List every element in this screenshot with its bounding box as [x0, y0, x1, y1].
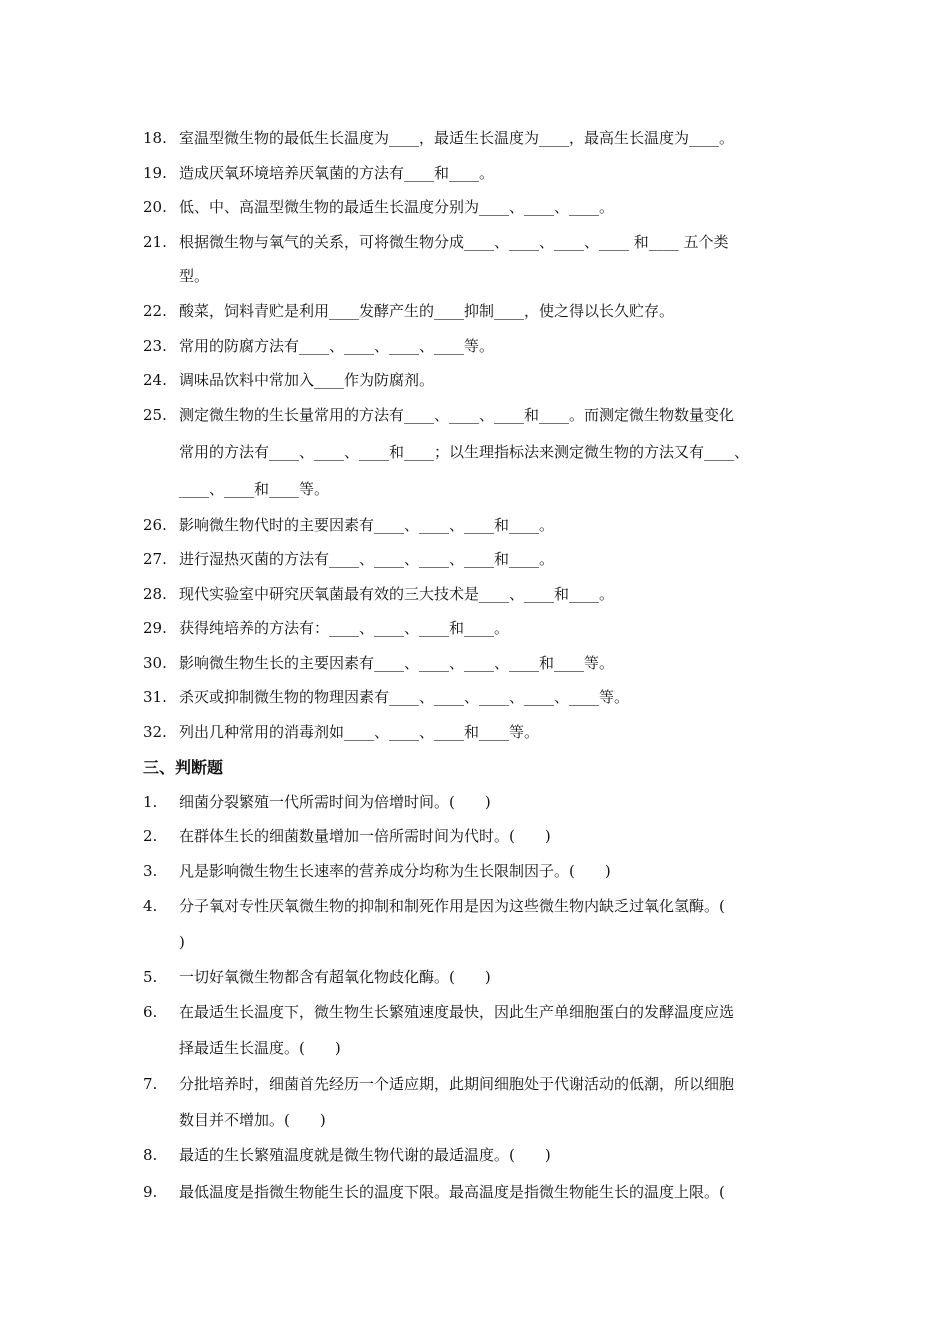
question-text: 最低温度是指微生物能生长的温度下限。最高温度是指微生物能生长的温度上限。( — [179, 1183, 725, 1201]
question-text: 进行湿热灭菌的方法有____、____、____、____和____。 — [179, 550, 555, 568]
question-text: 影响微生物生长的主要因素有____、____、____、____和____等。 — [179, 654, 615, 672]
question-text: 在群体生长的细菌数量增加一倍所需时间为代时。( ) — [179, 827, 551, 845]
question-text: 分子氧对专性厌氧微生物的抑制和制死作用是因为这些微生物内缺乏过氧化氢酶。( — [179, 897, 725, 915]
judge-6: 6. 在最适生长温度下，微生物生长繁殖速度最快，因此生产单细胞蛋白的发酵温度应选 — [143, 1003, 735, 1021]
question-22: 22. 酸菜，饲料青贮是利用____发酵产生的____抑制____，使之得以长久贮存。 — [143, 302, 675, 320]
question-19: 19. 造成厌氧环境培养厌氧菌的方法有____和____。 — [143, 164, 495, 182]
question-23: 23. 常用的防腐方法有____、____、____、____等。 — [143, 337, 495, 355]
question-text: 常用的防腐方法有____、____、____、____等。 — [179, 337, 495, 355]
judge-3: 3. 凡是影响微生物生长速率的营养成分均称为生长限制因子。( ) — [143, 862, 611, 880]
judge-7: 7. 分批培养时，细菌首先经历一个适应期，此期间细胞处于代谢活动的低潮，所以细胞 — [143, 1075, 735, 1093]
question-25-continued: 常用的方法有____、____、____和____；以生理指标法来测定微生物的方法又有____、 — [179, 443, 750, 461]
judge-5: 5. 一切好氧微生物都含有超氧化物歧化酶。( ) — [143, 968, 491, 986]
question-25: 25. 测定微生物的生长量常用的方法有____、____、____和____。而测定微生物数量变化 — [143, 406, 735, 424]
question-text: 最适的生长繁殖温度就是微生物代谢的最适温度。( ) — [179, 1146, 551, 1164]
judge-4: 4. 分子氧对专性厌氧微生物的抑制和制死作用是因为这些微生物内缺乏过氧化氢酶。( — [143, 897, 725, 915]
question-text: 一切好氧微生物都含有超氧化物歧化酶。( ) — [179, 968, 491, 986]
question-text: 细菌分裂繁殖一代所需时间为倍增时间。( ) — [179, 793, 491, 811]
question-25-continued: ____、____和____等。 — [179, 480, 330, 498]
question-21: 21. 根据微生物与氧气的关系，可将微生物分成____、____、____、____ 和____ 五个类 — [143, 233, 729, 251]
judge-8: 8. 最适的生长繁殖温度就是微生物代谢的最适温度。( ) — [143, 1146, 551, 1164]
section-heading: 三、判断题 — [143, 758, 224, 777]
question-text: 凡是影响微生物生长速率的营养成分均称为生长限制因子。( ) — [179, 862, 611, 880]
question-text: 根据微生物与氧气的关系，可将微生物分成____、____、____、____ 和____ 五个类 — [179, 233, 729, 251]
question-27: 27. 进行湿热灭菌的方法有____、____、____、____和____。 — [143, 550, 555, 568]
question-text: 调味品饮料中常加入____作为防腐剂。 — [179, 371, 435, 389]
question-28: 28. 现代实验室中研究厌氧菌最有效的三大技术是____、____和____。 — [143, 585, 615, 603]
question-text: 低、中、高温型微生物的最适生长温度分别为____、____、____。 — [179, 198, 615, 216]
question-text: 测定微生物的生长量常用的方法有____、____、____和____。而测定微生物数量变化 — [179, 406, 735, 424]
judge-6-continued: 择最适生长温度。( ) — [179, 1039, 341, 1057]
question-text: 影响微生物代时的主要因素有____、____、____和____。 — [179, 516, 555, 534]
question-text: 分批培养时，细菌首先经历一个适应期，此期间细胞处于代谢活动的低潮，所以细胞 — [179, 1075, 735, 1093]
question-18: 18. 室温型微生物的最低生长温度为____，最适生长温度为____，最高生长温度为____。 — [143, 129, 735, 147]
question-text: 杀灭或抑制微生物的物理因素有____、____、____、____、____等。 — [179, 688, 630, 706]
question-text: 现代实验室中研究厌氧菌最有效的三大技术是____、____和____。 — [179, 585, 615, 603]
question-text: 造成厌氧环境培养厌氧菌的方法有____和____。 — [179, 164, 495, 182]
question-text: 在最适生长温度下，微生物生长繁殖速度最快，因此生产单细胞蛋白的发酵温度应选 — [179, 1003, 735, 1021]
question-31: 31. 杀灭或抑制微生物的物理因素有____、____、____、____、____等。 — [143, 688, 630, 706]
question-text: 获得纯培养的方法有：____、____、____和____。 — [179, 619, 510, 637]
judge-2: 2. 在群体生长的细菌数量增加一倍所需时间为代时。( ) — [143, 827, 551, 845]
question-29: 29. 获得纯培养的方法有：____、____、____和____。 — [143, 619, 510, 637]
judge-7-continued: 数目并不增加。( ) — [179, 1111, 326, 1129]
question-text: 列出几种常用的消毒剂如____、____、____和____等。 — [179, 723, 540, 741]
question-21-continued: 型。 — [179, 267, 210, 285]
judge-9: 9. 最低温度是指微生物能生长的温度下限。最高温度是指微生物能生长的温度上限。( — [143, 1183, 725, 1201]
question-26: 26. 影响微生物代时的主要因素有____、____、____和____。 — [143, 516, 555, 534]
question-24: 24. 调味品饮料中常加入____作为防腐剂。 — [143, 371, 435, 389]
question-text: 酸菜，饲料青贮是利用____发酵产生的____抑制____，使之得以长久贮存。 — [179, 302, 675, 320]
question-30: 30. 影响微生物生长的主要因素有____、____、____、____和____等。 — [143, 654, 615, 672]
judge-1: 1. 细菌分裂繁殖一代所需时间为倍增时间。( ) — [143, 793, 491, 811]
question-20: 20. 低、中、高温型微生物的最适生长温度分别为____、____、____。 — [143, 198, 615, 216]
question-32: 32. 列出几种常用的消毒剂如____、____、____和____等。 — [143, 723, 540, 741]
question-text: 室温型微生物的最低生长温度为____，最适生长温度为____，最高生长温度为____。 — [179, 129, 735, 147]
judge-4-continued: ) — [179, 933, 185, 951]
